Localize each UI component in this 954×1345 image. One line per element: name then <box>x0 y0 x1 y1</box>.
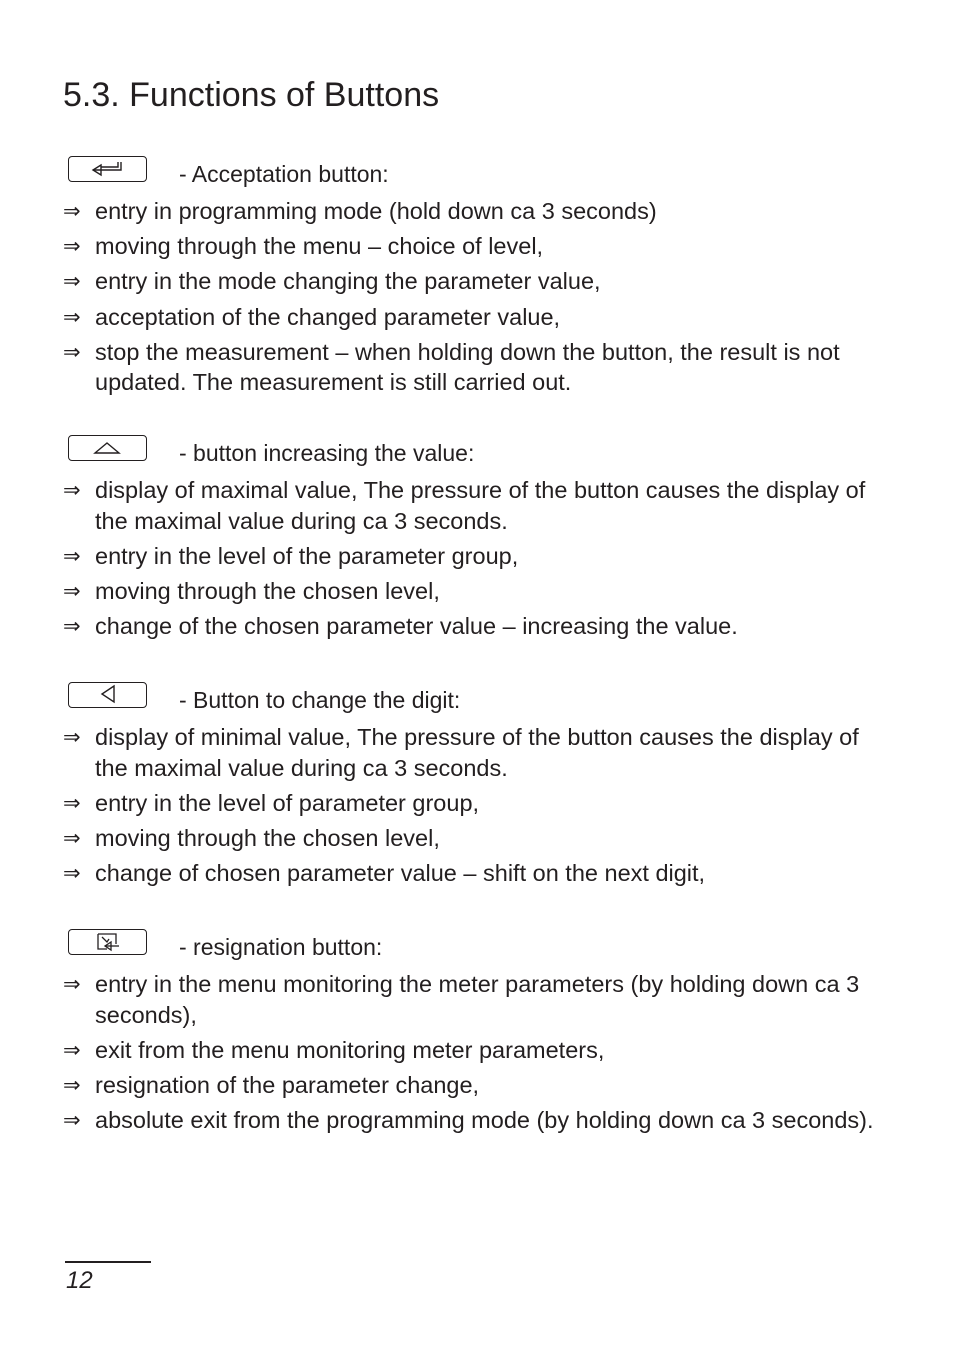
implies-arrow-icon: ⇒ <box>63 825 81 850</box>
section-header <box>63 682 883 722</box>
implies-arrow-icon: ⇒ <box>63 199 81 223</box>
implies-arrow-icon: ⇒ <box>63 790 81 815</box>
implies-arrow-icon: ⇒ <box>63 725 81 749</box>
list-item: ⇒ change of the chosen parameter value – increasing the value. <box>63 611 883 642</box>
enter-arrow-icon <box>68 156 147 182</box>
list-item: ⇒ display of maximal value, The pressure of the button causes the display of the maximal value during ca 3 seconds. <box>63 477 866 534</box>
left-triangle-icon <box>68 682 147 708</box>
list-item: ⇒ entry in the level of parameter group, <box>63 788 883 819</box>
page-number-rule <box>65 1261 151 1263</box>
list-item: ⇒ entry in the mode changing the parameter value, <box>63 266 883 297</box>
section-header <box>63 435 883 475</box>
implies-arrow-icon: ⇒ <box>63 1072 81 1097</box>
increase-button-caption: - button increasing the value: <box>179 440 475 466</box>
implies-arrow-icon: ⇒ <box>63 578 81 603</box>
implies-arrow-icon: ⇒ <box>63 234 81 259</box>
section-increase-button <box>63 435 883 646</box>
list-item: ⇒ entry in the menu monitoring the meter parameters (by holding down ca 3 seconds), <box>63 971 860 1028</box>
digit-function-list <box>63 722 883 889</box>
list-item: ⇒ change of chosen parameter value – shift on the next digit, <box>63 858 883 889</box>
page-number: 12 <box>66 1267 93 1294</box>
implies-arrow-icon: ⇒ <box>63 972 81 996</box>
list-item: ⇒ moving through the chosen level, <box>63 576 883 607</box>
up-triangle-icon <box>68 435 147 461</box>
acceptation-button-caption: - Acceptation button: <box>179 161 389 187</box>
implies-arrow-icon: ⇒ <box>63 1108 81 1133</box>
escape-icon <box>68 929 147 955</box>
implies-arrow-icon: ⇒ <box>63 304 81 329</box>
list-item: ⇒ entry in programming mode (hold down ca 3 seconds) <box>63 196 883 227</box>
resignation-button-caption: - resignation button: <box>179 934 383 960</box>
section-header <box>63 929 883 969</box>
page-title: 5.3. Functions of Buttons <box>63 76 440 114</box>
list-item: ⇒ absolute exit from the programming mode (by holding down ca 3 seconds). <box>63 1105 883 1136</box>
implies-arrow-icon: ⇒ <box>63 1037 81 1062</box>
implies-arrow-icon: ⇒ <box>63 269 81 294</box>
implies-arrow-icon: ⇒ <box>63 478 81 502</box>
list-item: ⇒ acceptation of the changed parameter value, <box>63 302 883 333</box>
implies-arrow-icon: ⇒ <box>63 614 81 639</box>
list-item: ⇒ exit from the menu monitoring meter parameters, <box>63 1035 883 1066</box>
section-resignation-button <box>63 929 883 1140</box>
acceptation-function-list <box>63 196 883 398</box>
resignation-function-list <box>63 969 883 1136</box>
digit-button-caption: - Button to change the digit: <box>179 687 461 713</box>
list-item: ⇒ resignation of the parameter change, <box>63 1070 883 1101</box>
implies-arrow-icon: ⇒ <box>63 339 81 364</box>
section-acceptation-button <box>63 156 883 402</box>
list-item: ⇒ stop the measurement – when holding down the button, the result is not updated. The measurement is still carried out. <box>63 338 840 396</box>
list-item: ⇒ display of minimal value, The pressure of the button causes the display of the maximal value during ca 3 seconds. <box>63 724 859 781</box>
increase-function-list <box>63 475 883 642</box>
implies-arrow-icon: ⇒ <box>63 861 81 886</box>
list-item: ⇒ entry in the level of the parameter group, <box>63 541 883 572</box>
section-digit-button <box>63 682 883 893</box>
list-item: ⇒ moving through the chosen level, <box>63 823 883 854</box>
section-header <box>63 156 883 196</box>
list-item: ⇒ moving through the menu – choice of level, <box>63 231 883 262</box>
implies-arrow-icon: ⇒ <box>63 543 81 568</box>
